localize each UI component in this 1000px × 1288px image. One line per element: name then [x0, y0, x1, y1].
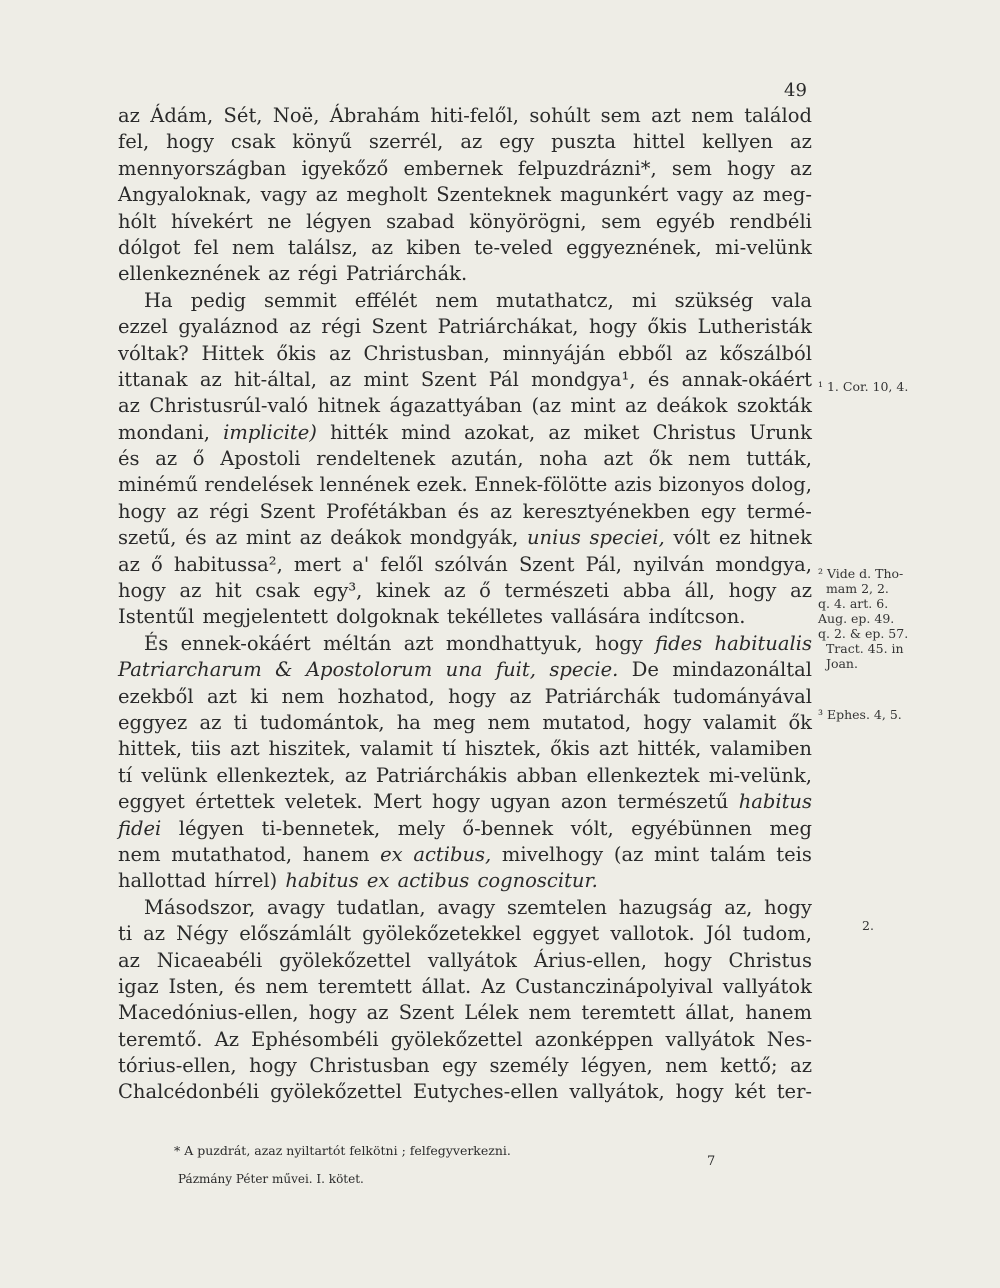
text-line: mennyországban igyekőző embernek felpuzdrázni*, sem hogy az — [118, 156, 812, 180]
imprint: Pázmány Péter művei. I. kötet. — [178, 1172, 364, 1186]
margin-note-3: ³ Ephes. 4, 5. — [818, 707, 902, 722]
text-line: Macedónius-ellen, hogy az Szent Lélek nem teremtett állat, hanem — [118, 1001, 812, 1025]
text-line: teremtő. Az Ephésombéli gyölekőzettel azonképpen vallyátok Nes- — [118, 1027, 812, 1051]
text-line: tí velünk ellenkeztek, az Patriárchákis abban ellenkeztek mi-velünk, — [118, 763, 812, 787]
text-line: ezzel gyaláznod az régi Szent Patriárchákat, hogy őkis Lutheristák — [118, 315, 812, 339]
text-line: ti az Négy előszámlált gyölekőzetekkel eggyet vallotok. Jól tudom, — [118, 922, 812, 946]
text-line: hogy az hit csak egy³, kinek az ő természeti abba áll, hogy az — [118, 579, 812, 603]
signature-mark: 7 — [707, 1154, 716, 1169]
text-line: hogy az régi Szent Profétákban és az keresztyénekben egy termé- — [118, 499, 812, 523]
text-line: Ha pedig semmit effélét nem mutathatcz, mi szükség vala — [144, 288, 812, 312]
text-line: ezekből azt ki nem hozhatod, hogy az Patriárchák tudományával — [118, 684, 812, 708]
text-line: fel, hogy csak könyű szerrél, az egy puszta hittel kellyen az — [118, 130, 812, 154]
text-line: Patriarcharum & Apostolorum una fuit, specie. De mindazonáltal — [118, 658, 812, 682]
text-line: vóltak? Hittek őkis az Christusban, minnyáján ebből az kőszálból — [118, 341, 812, 365]
text-line: Istentűl megjelentett dolgoknak tekélletes vallására indítcson. — [118, 605, 746, 629]
margin-note-1: ¹ 1. Cor. 10, 4. — [818, 379, 909, 394]
text-line: az ő habitussa², mert a' felől szólván Szent Pál, nyilván mondgya, — [118, 552, 812, 576]
text-line: mondani, implicite) hitték mind azokat, az miket Christus Urunk — [118, 420, 812, 444]
text-line: fidei légyen ti-bennetek, mely ő-bennek vólt, egyébünnen meg — [118, 816, 812, 840]
text-line: Chalcédonbéli gyölekőzettel Eutyches-ellen vallyátok, hogy két ter- — [118, 1080, 812, 1104]
text-line: hittek, tiis azt hiszitek, valamit tí hisztek, őkis azt hitték, valamiben — [118, 737, 812, 761]
text-line: az Christusrúl-való hitnek ágazattyában (az mint az deákok szokták — [118, 394, 812, 418]
text-line: és az ő Apostoli rendeltenek azután, noha azt ők nem tutták, — [118, 447, 812, 471]
text-line: tórius-ellen, hogy Christusban egy személy légyen, nem kettő; az — [118, 1054, 812, 1078]
text-line: És ennek-okáért méltán azt mondhattyuk, hogy fides habitualis — [144, 631, 812, 655]
text-line: dólgot fel nem találsz, az kiben te-veled eggyeznének, mi-velünk — [118, 235, 812, 259]
text-line: nem mutathatod, hanem ex actibus, mivelhogy (az mint talám teis — [118, 842, 812, 866]
body-text — [118, 104, 812, 1107]
text-line: hólt hívekért ne légyen szabad könyörögni, sem egyéb rendbéli — [118, 209, 812, 233]
margin-section-number: 2. — [862, 918, 874, 933]
text-line: igaz Isten, és nem teremtett állat. Az Custanczinápolyival vallyátok — [118, 974, 812, 998]
text-line: ittanak az hit-által, az mint Szent Pál mondgya¹, és annak-okáért — [118, 367, 812, 391]
text-line: az Nicaeabéli gyölekőzettel vallyátok Árius-ellen, hogy Christus — [118, 948, 812, 972]
text-line: Másodszor, avagy tudatlan, avagy szemtelen hazugság az, hogy — [144, 895, 812, 919]
margin-note-2: ² Vide d. Tho- mam 2, 2. q. 4. art. 6. Aug. ep. 49. q. 2. & ep. 57. Tract. 45. in Joan. — [818, 566, 909, 671]
text-line: eggyet értettek veletek. Mert hogy ugyan azon természetű habitus — [118, 790, 812, 814]
page-number: 49 — [784, 80, 807, 101]
text-line: eggyez az ti tudomántok, ha meg nem mutatod, hogy valamit ők — [118, 710, 812, 734]
text-line: Angyaloknak, vagy az megholt Szenteknek magunkért vagy az meg- — [118, 183, 812, 207]
text-line: ellenkeznének az régi Patriárchák. — [118, 262, 468, 286]
text-line: minémű rendelések lennének ezek. Ennek-fölötte azis bizonyos dolog, — [118, 473, 812, 497]
text-line: szetű, és az mint az deákok mondgyák, unius speciei, vólt ez hitnek — [118, 526, 812, 550]
text-line: az Ádám, Sét, Noë, Ábrahám hiti-felől, sohúlt sem azt nem találod — [118, 104, 812, 127]
footnote: * A puzdrát, azaz nyiltartót felkötni ; felfegyverkezni. — [174, 1143, 511, 1158]
text-line: hallottad hírrel) habitus ex actibus cognoscitur. — [118, 869, 598, 893]
